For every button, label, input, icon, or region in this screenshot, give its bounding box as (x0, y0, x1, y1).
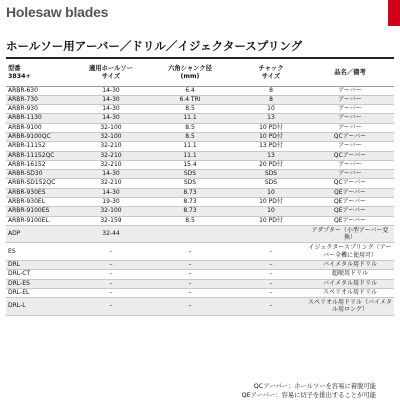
cell-holesaw-size: 32-100 (78, 207, 144, 216)
cell-product-note: アーバー (306, 160, 394, 169)
cell-holesaw-size: 32-159 (78, 216, 144, 225)
cell-holesaw-size: 14-30 (78, 188, 144, 197)
top-bar (0, 0, 400, 26)
cell-hex-shank (144, 225, 236, 243)
cell-hex-shank: 6.4 TRI (144, 95, 236, 104)
cell-holesaw-size: 32-100 (78, 123, 144, 132)
cell-holesaw-size: 32-210 (78, 160, 144, 169)
cell-product-note: アーバー (306, 170, 394, 179)
cell-hex-shank: 11.1 (144, 114, 236, 123)
cell-chuck-size: 13 (236, 151, 306, 160)
cell-product-note: アーバー (306, 95, 394, 104)
cell-product-note: 超硬用ドリル (306, 270, 394, 279)
table-row (6, 142, 394, 151)
cell-hex-shank: 8.5 (144, 132, 236, 141)
cell-holesaw-size: – (78, 279, 144, 288)
cell-hex-shank: – (144, 279, 236, 288)
table-row (6, 279, 394, 288)
table-row (6, 216, 394, 225)
cell-holesaw-size: – (78, 260, 144, 269)
footnotes (6, 382, 394, 400)
cell-chuck-size: – (236, 270, 306, 279)
table-header-row (6, 60, 394, 86)
table-row (6, 260, 394, 269)
table-row (6, 114, 394, 123)
cell-holesaw-size: 19-30 (78, 198, 144, 207)
table-row (6, 160, 394, 169)
cell-hex-shank: 8.5 (144, 216, 236, 225)
cell-chuck-size: 13 PD付 (236, 142, 306, 151)
cell-model: ARBR-930ES (6, 188, 78, 197)
cell-chuck-size: – (236, 243, 306, 261)
cell-model: DRL-CT (6, 270, 78, 279)
footnote-qe: QEアーバー：容易に切子を排出することが可能 (241, 392, 376, 399)
cell-holesaw-size: 32-44 (78, 225, 144, 243)
cell-model: ARBR-9100EL (6, 216, 78, 225)
cell-chuck-size: SDS (236, 170, 306, 179)
table-row (6, 86, 394, 95)
cell-model: ARBR-930EL (6, 198, 78, 207)
cell-model: DRL-EL (6, 288, 78, 297)
cell-chuck-size (236, 225, 306, 243)
cell-chuck-size: 10 PD付 (236, 132, 306, 141)
cell-model: ARBR-930 (6, 105, 78, 114)
cell-hex-shank: 11.1 (144, 142, 236, 151)
table-row (6, 207, 394, 216)
cell-model: ARBR-16152 (6, 160, 78, 169)
cell-model: ADP (6, 225, 78, 243)
col-header-chuck-size: チャック サイズ (236, 60, 306, 86)
table-row (6, 288, 394, 297)
cell-hex-shank: – (144, 270, 236, 279)
section-heading: ホールソー用アーバー／ドリル／イジェクタースプリング (6, 39, 303, 53)
cell-product-note: QEアーバー (306, 188, 394, 197)
cell-chuck-size: – (236, 279, 306, 288)
table-row (6, 270, 394, 279)
cell-hex-shank: SDS (144, 179, 236, 188)
table-row (6, 151, 394, 160)
col-header-hex-shank: 六角シャンク径 (mm) (144, 60, 236, 86)
cell-chuck-size: 10 (236, 207, 306, 216)
cell-product-note: イジェクタースプリング（アーバー全機に使用可） (306, 243, 394, 261)
table-row (6, 105, 394, 114)
table-row (6, 95, 394, 104)
cell-holesaw-size: 14-30 (78, 86, 144, 95)
cell-product-note: QEアーバー (306, 216, 394, 225)
cell-holesaw-size: – (78, 298, 144, 316)
cell-model: ARBR-11152 (6, 142, 78, 151)
cell-model: DRL-L (6, 298, 78, 316)
cell-holesaw-size: 14-30 (78, 105, 144, 114)
page-title: Holesaw blades (6, 4, 109, 20)
cell-model: ARBR-11152QC (6, 151, 78, 160)
cell-holesaw-size: 32-100 (78, 132, 144, 141)
cell-chuck-size: 10 PD付 (236, 198, 306, 207)
cell-model: ARBR-9100ES (6, 207, 78, 216)
cell-product-note: QCアーバー (306, 132, 394, 141)
cell-product-note: スペリオル用ドリル（バイメタル用ロング） (306, 298, 394, 316)
cell-hex-shank: 8.73 (144, 198, 236, 207)
table-row (6, 170, 394, 179)
cell-product-note: アーバー (306, 123, 394, 132)
cell-chuck-size: 13 (236, 114, 306, 123)
spec-table (6, 60, 394, 316)
table-row (6, 132, 394, 141)
cell-holesaw-size: – (78, 270, 144, 279)
cell-holesaw-size: – (78, 243, 144, 261)
col-header-product-note: 品名／備考 (306, 60, 394, 86)
cell-hex-shank: 8.5 (144, 123, 236, 132)
cell-product-note: QCアーバー (306, 151, 394, 160)
cell-product-note: QEアーバー (306, 198, 394, 207)
cell-hex-shank: 8.73 (144, 188, 236, 197)
cell-model: ARBR-630 (6, 86, 78, 95)
cell-product-note: アーバー (306, 86, 394, 95)
col-header-model: 型番 3834+ (6, 60, 78, 86)
cell-holesaw-size: 32-210 (78, 142, 144, 151)
cell-chuck-size: – (236, 260, 306, 269)
cell-hex-shank: 6.4 (144, 86, 236, 95)
cell-model: DRL (6, 260, 78, 269)
cell-model: ARBR-SD152QC (6, 179, 78, 188)
cell-product-note: アーバー (306, 114, 394, 123)
cell-product-note: QEアーバー (306, 207, 394, 216)
cell-chuck-size: 8 (236, 86, 306, 95)
cell-chuck-size: 8 (236, 95, 306, 104)
footnote-qc: QCアーバー：ホールソーを容易に着脱可能 (253, 383, 376, 390)
cell-product-note: アダプター（小型アーバー変換） (306, 225, 394, 243)
cell-model: ARBR-SD30 (6, 170, 78, 179)
cell-product-note: バイメタル用ドリル (306, 279, 394, 288)
cell-product-note: バイメタル用ドリル (306, 260, 394, 269)
cell-chuck-size: 10 PD付 (236, 216, 306, 225)
cell-model: ARBR-9100QC (6, 132, 78, 141)
cell-hex-shank: 15.4 (144, 160, 236, 169)
cell-product-note: QCアーバー (306, 179, 394, 188)
cell-chuck-size: – (236, 298, 306, 316)
cell-model: ARBR-9100 (6, 123, 78, 132)
cell-holesaw-size: 14-30 (78, 95, 144, 104)
table-row (6, 198, 394, 207)
section-divider (6, 57, 394, 59)
table-row (6, 225, 394, 243)
cell-chuck-size: – (236, 288, 306, 297)
cell-chuck-size: 10 (236, 188, 306, 197)
cell-model: ARBR-730 (6, 95, 78, 104)
cell-holesaw-size: 32-210 (78, 179, 144, 188)
table-body (6, 86, 394, 315)
cell-hex-shank: – (144, 260, 236, 269)
cell-product-note: スペリオル用ドリル (306, 288, 394, 297)
table-row (6, 298, 394, 316)
col-header-holesaw-size: 適用ホールソー サイズ (78, 60, 144, 86)
cell-hex-shank: – (144, 243, 236, 261)
cell-holesaw-size: – (78, 288, 144, 297)
cell-holesaw-size: 32-210 (78, 151, 144, 160)
table-row (6, 188, 394, 197)
cell-product-note: アーバー (306, 142, 394, 151)
cell-hex-shank: SDS (144, 170, 236, 179)
cell-hex-shank: 11.1 (144, 151, 236, 160)
cell-holesaw-size: 14-30 (78, 114, 144, 123)
table-row (6, 179, 394, 188)
cell-holesaw-size: 14-30 (78, 170, 144, 179)
cell-chuck-size: 10 (236, 105, 306, 114)
cell-hex-shank: 8.5 (144, 105, 236, 114)
cell-chuck-size: 10 PD付 (236, 123, 306, 132)
table-row (6, 123, 394, 132)
cell-model: DRL-ES (6, 279, 78, 288)
cell-chuck-size: 20 PD付 (236, 160, 306, 169)
cell-chuck-size: SDS (236, 179, 306, 188)
brand-accent-bar (388, 0, 400, 26)
cell-hex-shank: 8.73 (144, 207, 236, 216)
cell-hex-shank: – (144, 288, 236, 297)
table-row (6, 243, 394, 261)
cell-product-note: アーバー (306, 105, 394, 114)
cell-hex-shank: – (144, 298, 236, 316)
cell-model: ES (6, 243, 78, 261)
cell-model: ARBR-1130 (6, 114, 78, 123)
